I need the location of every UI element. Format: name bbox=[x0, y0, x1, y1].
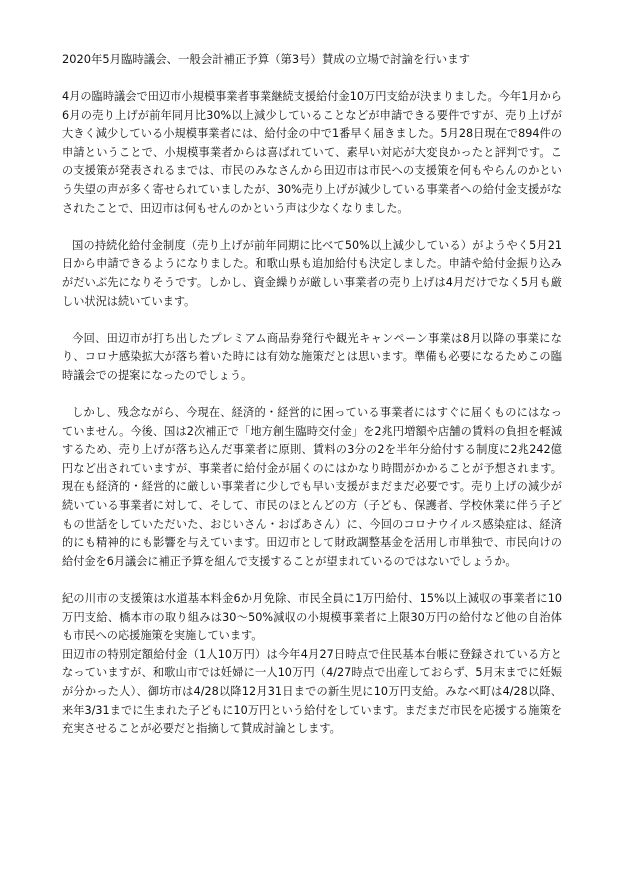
paragraph-4: しかし、残念ながら、今現在、経済的・経営的に困っている事業者にはすぐに届くものにはなっていません。今後、国は2次補正で「地方創生臨時交付金」を2兆円増額や店舗の賃料の負担を軽減するため、売り上げが落ち込んだ事業者に原則、賃料の3分の2を半年分給付する制度に2兆242億円など出されていますが、事業者に給付金が届くのにはかなり時間がかかることが予想されます。現在も経済的・経営的に厳しい事業者に少しでも早い支援がまだまだ必要です。売り上げの減少が続いている事業者に対して、そして、市民のほとんどの方（子ども、保護者、学校休業に伴う子どもの世話をしていただいた、おじいさん・おばあさん）に、今回のコロナウイルス感染症は、経済的にも精神的にも影響を与えています。田辺市として財政調整基金を活用し市単独で、市民向けの給付金を6月議会に補正予算を組んで支援することが望まれているのではないでしょうか。 bbox=[62, 406, 562, 568]
document-page bbox=[62, 50, 562, 739]
document-title: 2020年5月臨時議会、一般会計補正予算（第3号）賛成の立場で討論を行います bbox=[62, 52, 470, 66]
paragraph-2: 国の持続化給付金制度（売り上げが前年同期に比べて50%以上減少している）がようやく5月21日から申請できるようになりました。和歌山県も追加給付も決定しました。申請や給付金振り込みがだいぶ先になりそうです。しかし、資金繰りが厳しい事業者の売り上げは4月だけでなく5月も厳しい状況は続いています。 bbox=[62, 238, 562, 308]
paragraph-5: 紀の川市の支援策は水道基本料金6か月免除、市民全員に1万円給付、15%以上減収の事業者に10万円支給、橋本市の取り組みは30～50%減収の小規模事業者に上限30万円の給付など他の自治体も市民への応援施策を実施しています。 bbox=[62, 592, 562, 643]
paragraph-6: 田辺市の特別定額給付金（1人10万円）は今年4月27日時点で住民基本台帳に登録されている方となっていますが、和歌山市では妊婦に一人10万円（4/27時点で出産しておらず、5月末までに妊娠が分かった人）、御坊市は4/28以降12月31日までの新生児に10万円支給。みなべ町は4/28以降、来年3/31までに生まれた子どもに10万円という給付をしています。まだまだ市民を応援する施策を充実させることが必要だと指摘して賛成討論とします。 bbox=[62, 647, 562, 736]
paragraph-1: 4月の臨時議会で田辺市小規模事業者事業継続支援給付金10万円支給が決まりました。今年1月から6月の売り上げが前年同月比30%以上減少していることなどが申請できる要件ですが、売り上げが大きく減少している小規模事業者には、給付金の中で1番早く届きました。5月28日現在で894件の申請ということで、小規模事業者からは喜ばれていて、素早い対応が大変良かったと評判です。この支援策が発表されるまでは、市民のみなさんから田辺市は市民への支援策を何もやらんのかという失望の声が多く寄せられていましたが、30%売り上げが減少している事業者への給付金支援がなされたことで、田辺市は何もせんのかという声は少なくなりました。 bbox=[62, 90, 562, 215]
paragraph-3: 今回、田辺市が打ち出したプレミアム商品券発行や観光キャンペーン事業は8月以降の事業になり、コロナ感染拡大が落ち着いた時には有効な施策だとは思います。準備も必要になるためこの臨時議会での提案になったのでしょう。 bbox=[62, 331, 562, 382]
